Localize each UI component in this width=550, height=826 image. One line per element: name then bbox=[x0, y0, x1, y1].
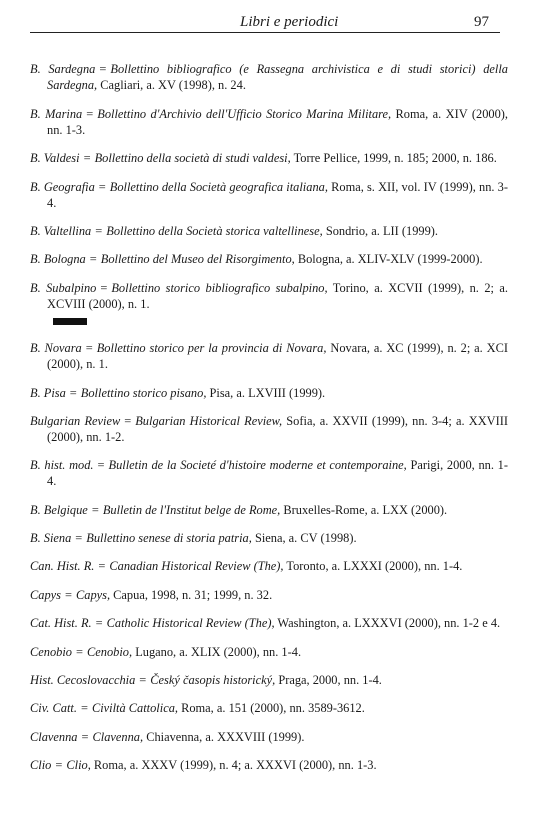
entry-abbreviation: B. Valtellina bbox=[30, 223, 92, 238]
entry-details: Roma, a. XXXV (1999), n. 4; a. XXXVI (2000), nn. 1-3. bbox=[90, 758, 377, 773]
entry-full-title: Bulgarian Historical Review, bbox=[135, 413, 283, 428]
entry-details: Capua, 1998, n. 31; 1999, n. 32. bbox=[110, 587, 273, 602]
entry-details: Torre Pellice, 1999, n. 185; 2000, n. 186. bbox=[290, 151, 497, 166]
entry-full-title: Bollettino storico pisano, bbox=[80, 385, 207, 400]
entry-details: Sofia, a. XXVII (1999), nn. 3-4; a. XXVIII (2000), nn. 1-2. bbox=[47, 413, 509, 444]
entry-abbreviation: Bulgarian Review bbox=[30, 413, 121, 428]
entry-abbreviation: B. Belgique bbox=[30, 502, 88, 517]
list-item: B. hist. mod. = Bulletin de la Societé d'histoire moderne et contemporaine, Parigi, 2000, nn. 1-4. bbox=[30, 458, 508, 489]
entry-abbreviation: B. Marina bbox=[30, 106, 83, 121]
entry-abbreviation: Cat. Hist. R. bbox=[30, 616, 92, 631]
list-item: Hist. Cecoslovacchia = Český časopis historický, Praga, 2000, nn. 1-4. bbox=[30, 673, 382, 688]
page-number: 97 bbox=[474, 14, 489, 30]
entry-full-title: Bollettino bibliografico (e Rassegna archivistica e di studi storici) della Sardegna, bbox=[47, 62, 508, 93]
list-item: B. Novara = Bollettino storico per la provincia di Novara, Novara, a. XC (1999), n. 2; a. XCI (2000), n. 1. bbox=[30, 341, 509, 372]
entry-details: Pisa, a. LXVIII (1999). bbox=[206, 385, 326, 400]
list-item: Clavenna = Clavenna, Chiavenna, a. XXXVIII (1999). bbox=[30, 729, 305, 744]
list-item: Civ. Catt. = Civiltà Cattolica, Roma, a. 151 (2000), nn. 3589-3612. bbox=[30, 701, 365, 716]
list-item: Can. Hist. R. = Canadian Historical Review (The), Toronto, a. LXXXI (2000), nn. 1-4. bbox=[30, 559, 463, 574]
entry-full-title: Capys, bbox=[75, 587, 111, 602]
entry-abbreviation: Civ. Catt. bbox=[30, 701, 77, 716]
list-item: B. Geografia = Bollettino della Società geografica italiana, Roma, s. XII, vol. IV (1999), nn. 3-4. bbox=[30, 179, 508, 210]
entry-abbreviation: B. Subalpino bbox=[30, 280, 97, 295]
page-header bbox=[30, 10, 500, 34]
entry-abbreviation: B. Sardegna bbox=[30, 62, 96, 77]
entry-full-title: Bollettino del Museo del Risorgimento, bbox=[100, 252, 295, 267]
entry-full-title: Civiltà Cattolica, bbox=[91, 701, 178, 716]
list-item: Cat. Hist. R. = Catholic Historical Review (The), Washington, a. LXXXVI (2000), nn. 1-2 e 4. bbox=[30, 616, 501, 631]
list-item: B. Marina = Bollettino d'Archivio dell'Ufficio Storico Marina Militare, Roma, a. XIV (2000), nn. 1-3. bbox=[30, 106, 509, 137]
entry-abbreviation: B. Siena bbox=[30, 531, 72, 546]
entry-details: Parigi, 2000, nn. 1-4. bbox=[47, 458, 508, 489]
entry-details: Lugano, a. XLIX (2000), nn. 1-4. bbox=[132, 644, 302, 659]
list-item: Bulgarian Review = Bulgarian Historical Review, Sofia, a. XXVII (1999), nn. 3-4; a. XXVIII (2000), nn. 1-2. bbox=[30, 413, 509, 444]
entry-details: Roma, a. 151 (2000), nn. 3589-3612. bbox=[177, 701, 365, 716]
list-item: B. Bologna = Bollettino del Museo del Risorgimento, Bologna, a. XLIV-XLV (1999-2000). bbox=[30, 252, 483, 267]
entry-full-title: Bulletin de la Societé d'histoire moderne et contemporaine, bbox=[108, 458, 407, 473]
entry-details: Roma, a. XIV (2000), nn. 1-3. bbox=[47, 106, 509, 137]
entry-abbreviation: Clio bbox=[30, 758, 52, 773]
header-rule bbox=[30, 32, 500, 33]
entry-abbreviation: B. Geografia bbox=[30, 179, 95, 194]
entry-details: Bruxelles-Rome, a. LXX (2000). bbox=[280, 502, 448, 517]
entry-details: Siena, a. CV (1998). bbox=[251, 531, 357, 546]
entry-details: Roma, s. XII, vol. IV (1999), nn. 3-4. bbox=[47, 179, 508, 210]
list-item: B. Subalpino = Bollettino storico bibliografico subalpino, Torino, a. XCVII (1999), n. 2; a. XCVIII (2000), n. 1. bbox=[30, 280, 508, 328]
entry-full-title: Clio, bbox=[66, 758, 91, 773]
list-item: B. Valtellina = Bollettino della Società storica valtellinese, Sondrio, a. LII (1999). bbox=[30, 223, 438, 238]
list-item: Clio = Clio, Roma, a. XXXV (1999), n. 4; a. XXXVI (2000), nn. 1-3. bbox=[30, 758, 377, 773]
entry-details: Washington, a. LXXXVI (2000), nn. 1-2 e 4. bbox=[274, 616, 501, 631]
list-item: Cenobio = Cenobio, Lugano, a. XLIX (2000), nn. 1-4. bbox=[30, 644, 302, 659]
entry-abbreviation: B. Valdesi bbox=[30, 151, 80, 166]
entry-full-title: Bollettino della società di studi valdesi, bbox=[94, 151, 291, 166]
entry-details: Cagliari, a. XV (1998), n. 24. bbox=[97, 78, 246, 93]
entry-full-title: Bollettino storico bibliografico subalpino, bbox=[111, 280, 328, 295]
entry-abbreviation: Capys bbox=[30, 587, 61, 602]
entry-details: Chiavenna, a. XXXVIII (1999). bbox=[143, 729, 305, 744]
entry-full-title: Bollettino storico per la provincia di Novara, bbox=[96, 341, 327, 356]
entry-abbreviation: Cenobio bbox=[30, 644, 72, 659]
entry-full-title: Český časopis historický, bbox=[150, 673, 276, 688]
list-item: B. Valdesi = Bollettino della società di studi valdesi, Torre Pellice, 1999, n. 185; 2000, n. 186. bbox=[30, 151, 497, 166]
entry-full-title: Bollettino d'Archivio dell'Ufficio Storico Marina Militare, bbox=[97, 106, 392, 121]
ink-blot bbox=[53, 318, 87, 325]
periodicals-list bbox=[30, 49, 508, 784]
entry-full-title: Bulletin de l'Institut belge de Rome, bbox=[102, 502, 281, 517]
running-title: Libri e periodici bbox=[240, 14, 339, 30]
entry-abbreviation: B. Bologna bbox=[30, 252, 86, 267]
entry-abbreviation: Can. Hist. R. bbox=[30, 559, 95, 574]
entry-full-title: Catholic Historical Review (The), bbox=[106, 616, 275, 631]
entry-full-title: Clavenna, bbox=[92, 729, 144, 744]
entry-abbreviation: B. hist. mod. bbox=[30, 458, 94, 473]
entry-details: Bologna, a. XLIV-XLV (1999-2000). bbox=[294, 252, 483, 267]
entry-abbreviation: B. Pisa bbox=[30, 385, 66, 400]
list-item: B. Sardegna = Bollettino bibliografico (e Rassegna archivistica e di studi storici) della Sardegna, Cagliari, a. XV (1998), n. 24. bbox=[30, 62, 508, 93]
list-item: B. Belgique = Bulletin de l'Institut belge de Rome, Bruxelles-Rome, a. LXX (2000). bbox=[30, 502, 448, 517]
entry-full-title: Bollettino della Società geografica italiana, bbox=[109, 179, 328, 194]
entry-details: Toronto, a. LXXXI (2000), nn. 1-4. bbox=[283, 559, 463, 574]
entry-details: Torino, a. XCVII (1999), n. 2; a. XCVIII (2000), n. 1. bbox=[47, 280, 508, 311]
entry-abbreviation: Hist. Cecoslovacchia bbox=[30, 673, 136, 688]
list-item: B. Pisa = Bollettino storico pisano, Pisa, a. LXVIII (1999). bbox=[30, 385, 326, 400]
entry-full-title: Bullettino senese di storia patria, bbox=[86, 531, 252, 546]
entry-abbreviation: B. Novara bbox=[30, 341, 82, 356]
entry-full-title: Canadian Historical Review (The), bbox=[109, 559, 284, 574]
entry-details: Praga, 2000, nn. 1-4. bbox=[275, 673, 382, 688]
list-item: B. Siena = Bullettino senese di storia patria, Siena, a. CV (1998). bbox=[30, 531, 357, 546]
entry-abbreviation: Clavenna bbox=[30, 729, 78, 744]
entry-details: Sondrio, a. LII (1999). bbox=[322, 223, 438, 238]
entry-full-title: Bollettino della Società storica valtellinese, bbox=[106, 223, 323, 238]
entry-full-title: Cenobio, bbox=[87, 644, 133, 659]
entry-details: Novara, a. XC (1999), n. 2; a. XCI (2000), n. 1. bbox=[47, 341, 509, 372]
list-item: Capys = Capys, Capua, 1998, n. 31; 1999, n. 32. bbox=[30, 587, 273, 602]
